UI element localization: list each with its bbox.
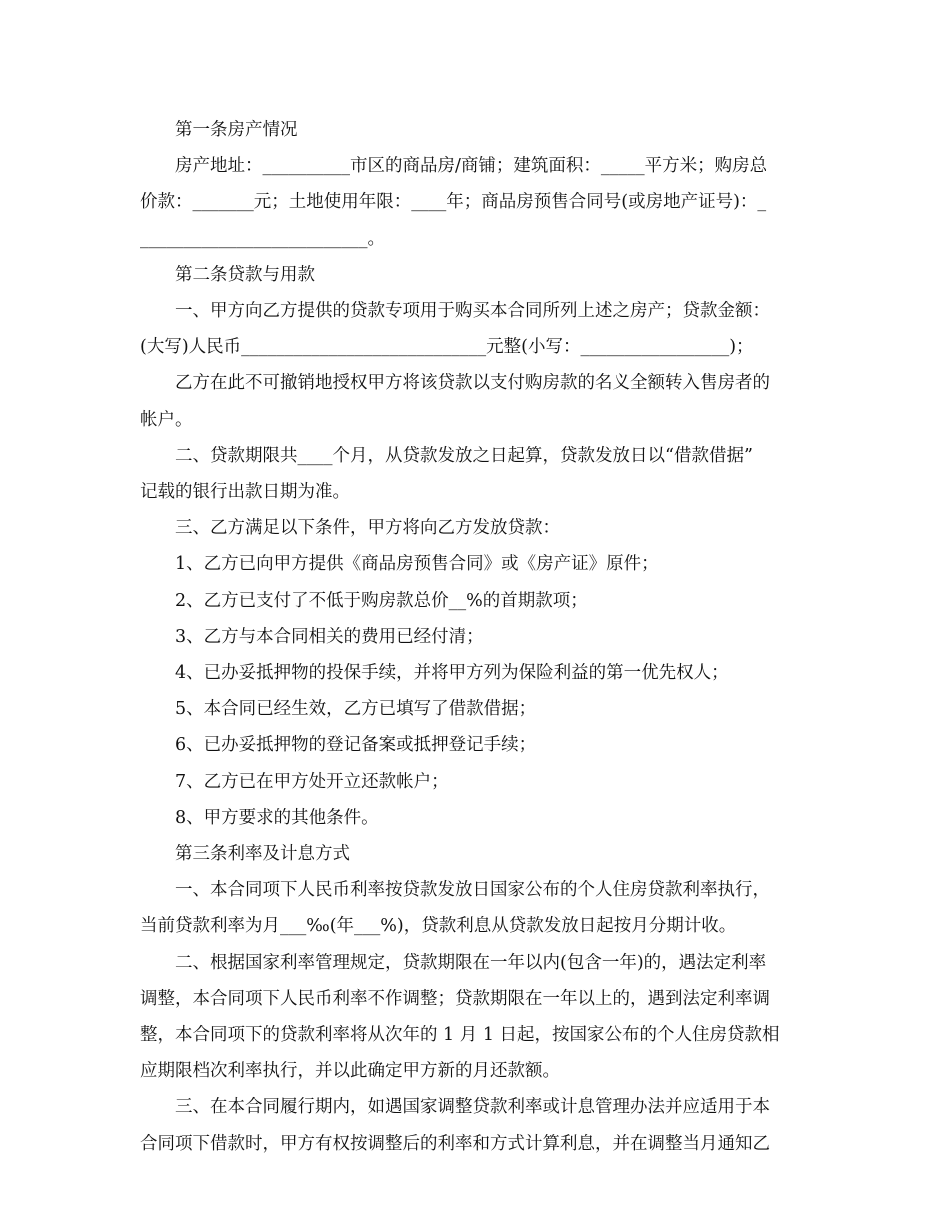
text-line: 三、乙方满足以下条件，甲方将向乙方发放贷款：: [175, 518, 560, 539]
text-line: 第一条房产情况: [175, 120, 298, 140]
text-line: 3、乙方与本合同相关的费用已经付清；: [175, 626, 484, 647]
text-line: (大写)人民币____________________________元整(小写：_________________)；: [140, 337, 754, 358]
text-line: 合同项下借款时，甲方有权按调整后的利率和方式计算利息，并在调整当月通知乙: [140, 1133, 770, 1154]
text-line: 价款：_______元；土地使用年限：____年；商品房预售合同号(或房地产证号)：_: [140, 192, 767, 213]
paragraph: [140, 583, 812, 619]
paragraph: [140, 257, 812, 293]
text-line: 一、甲方向乙方提供的贷款专项用于购买本合同所列上述之房产；贷款金额：: [175, 301, 770, 322]
text-line: 1、乙方已向甲方提供《商品房预售合同》或《房产证》原件；: [175, 554, 659, 575]
text-line: 2、乙方已支付了不低于购房款总价__%的首期款项；: [175, 590, 588, 611]
paragraph: [140, 800, 812, 836]
paragraph: [140, 546, 812, 582]
paragraph: [140, 655, 812, 691]
text-line: 6、已办妥抵押物的登记备案或抵押登记手续；: [175, 735, 537, 756]
paragraph: [140, 365, 812, 437]
paragraph: [140, 293, 812, 365]
paragraph: [140, 945, 812, 1090]
text-line: 8、甲方要求的其他条件。: [175, 807, 379, 828]
text-line: 记载的银行出款日期为准。: [140, 482, 350, 503]
text-line: 调整，本合同项下人民币利率不作调整；贷款期限在一年以上的，遇到法定利率调: [140, 988, 770, 1009]
text-line: 房产地址：__________市区的商品房/商铺；建筑面积：_____平方米；购房总: [175, 156, 768, 177]
text-line: 应期限档次利率执行，并以此确定甲方新的月还款额。: [140, 1061, 560, 1082]
text-line: 二、贷款期限共____个月，从贷款发放之日起算，贷款发放日以“借款借据”: [175, 445, 753, 466]
text-line: 7、乙方已在甲方处开立还款帐户；: [175, 771, 449, 792]
text-line: 整，本合同项下的贷款利率将从次年的 1 月 1 日起，按国家公布的个人住房贷款相: [140, 1025, 780, 1046]
text-line: __________________________。: [140, 228, 385, 249]
paragraph: [140, 148, 812, 257]
paragraph: [140, 872, 812, 944]
text-line: 4、已办妥抵押物的投保手续，并将甲方列为保险利益的第一优先权人；: [175, 663, 729, 684]
text-line: 当前贷款利率为月___‰(年___%)，贷款利息从贷款发放日起按月分期计收。: [140, 916, 737, 937]
paragraph: [140, 836, 812, 872]
paragraph: [140, 727, 812, 763]
text-line: 三、在本合同履行期内，如遇国家调整贷款利率或计息管理办法并应适用于本: [175, 1097, 770, 1118]
text-line: 第三条利率及计息方式: [175, 844, 350, 865]
text-line: 乙方在此不可撤销地授权甲方将该贷款以支付购房款的名义全额转入售房者的: [175, 373, 770, 394]
paragraph: [140, 112, 812, 148]
text-line: 二、根据国家利率管理规定，贷款期限在一年以内(包含一年)的，遇法定利率: [175, 952, 767, 973]
paragraph: [140, 764, 812, 800]
paragraph: [140, 438, 812, 510]
document-body: [140, 112, 812, 1162]
paragraph: [140, 619, 812, 655]
paragraph: [140, 510, 812, 546]
text-line: 5、本合同已经生效，乙方已填写了借款借据；: [175, 699, 537, 720]
paragraph: [140, 1089, 812, 1161]
text-line: 一、本合同项下人民币利率按贷款发放日国家公布的个人住房贷款利率执行，: [175, 880, 770, 901]
text-line: 第二条贷款与用款: [175, 264, 315, 285]
text-line: 帐户。: [140, 409, 193, 430]
paragraph: [140, 691, 812, 727]
